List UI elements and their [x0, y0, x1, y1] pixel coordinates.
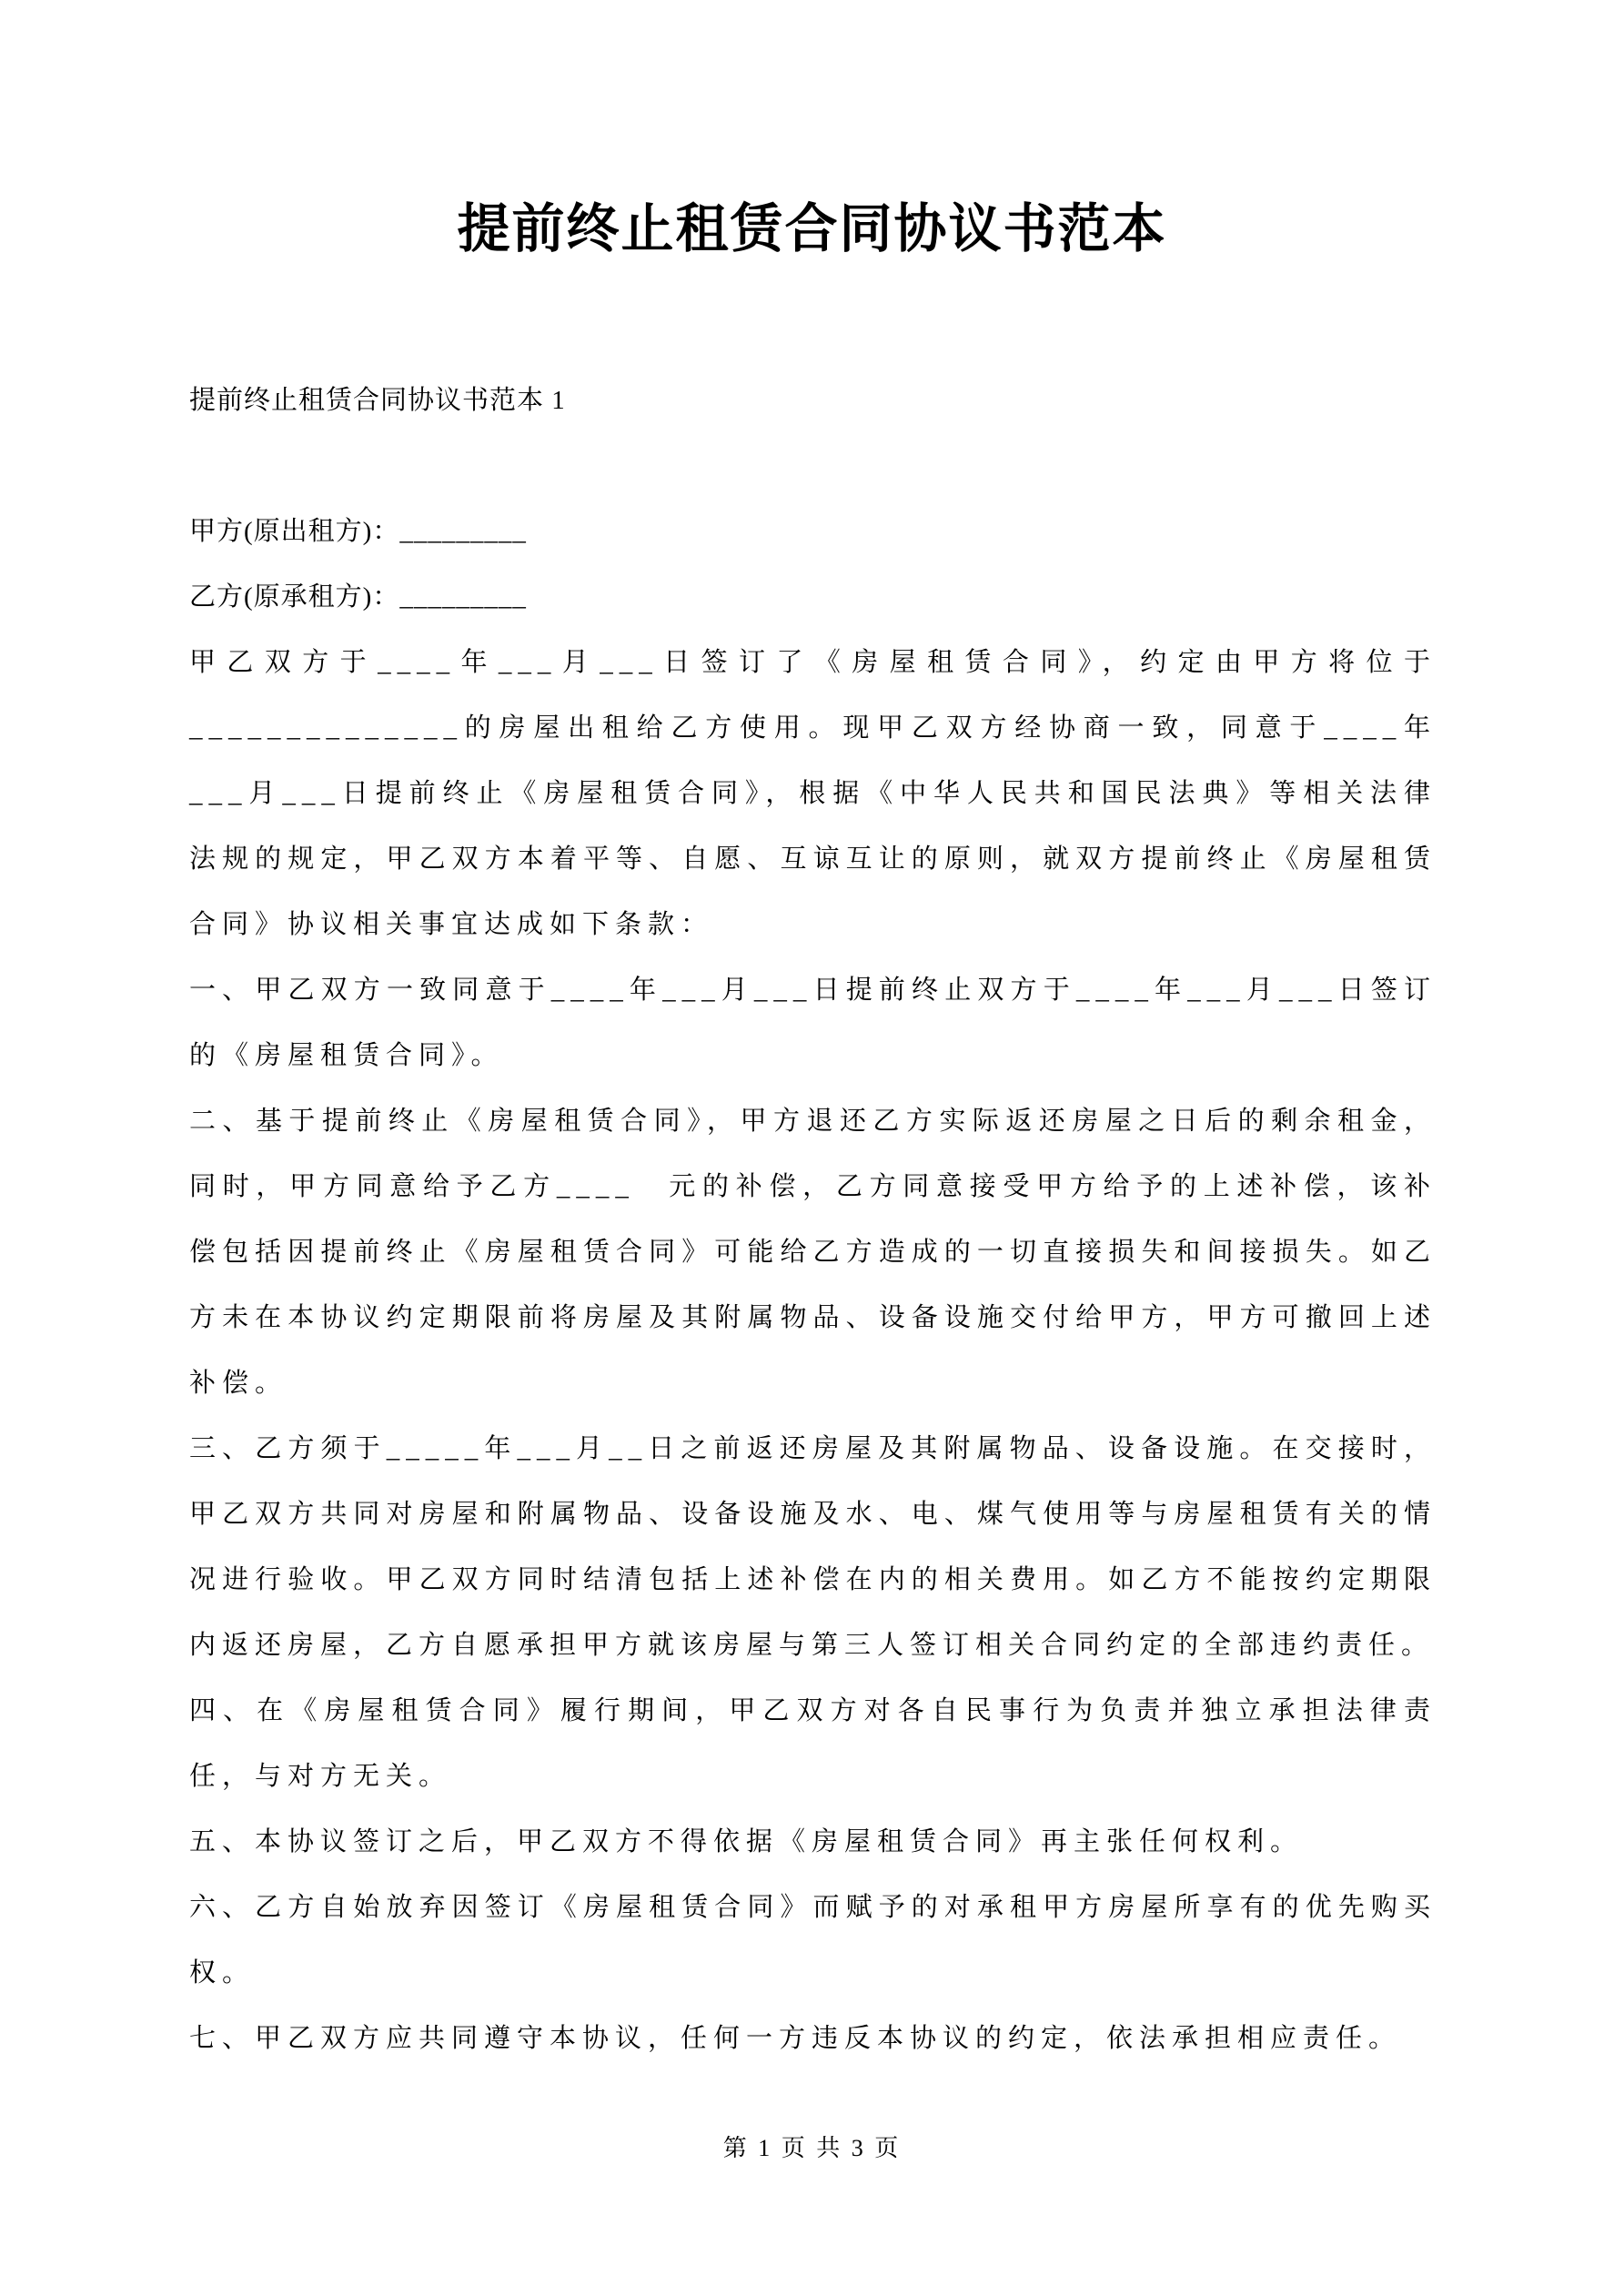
clause-3: 三、乙方须于_____年___月__日之前返还房屋及其附属物品、设备设施。在交接时，甲乙双方共同对房屋和附属物品、设备设施及水、电、煤气使用等与房屋租赁有关的情况进行验收。甲乙双方同时结清包括上述补偿在内的相关费用。如乙方不能按约定期限内返还房屋，乙方自愿承担甲方就该房屋与第三人签订相关合同约定的全部违约责任。 — [189, 1434, 1437, 1660]
intro-paragraph: 甲乙双方于____年___月___日签订了《房屋租赁合同》，约定由甲方将位于______________的房屋出租给乙方使用。现甲乙双方经协商一致，同意于____年___月___日提前终止《房屋租赁合同》，根据《中华人民共和国民法典》等相关法律法规的规定，甲乙双方本着平等、自愿、互谅互让的原则，就双方提前终止《房屋租赁合同》协议相关事宜达成如下条款： — [189, 648, 1437, 939]
document-title: 提前终止租赁合同协议书范本 — [457, 199, 1167, 258]
clause-6: 六、乙方自始放弃因签订《房屋租赁合同》而赋予的对承租甲方房屋所享有的优先购买权。 — [189, 1893, 1437, 1988]
page-number: 第 1 页 共 3 页 — [722, 2135, 902, 2161]
clause-4: 四、在《房屋租赁合同》履行期间，甲乙双方对各自民事行为负责并独立承担法律责任，与对方无关。 — [189, 1696, 1437, 1791]
clause-7: 七、甲乙双方应共同遵守本协议，任何一方违反本协议的约定，依法承担相应责任。 — [189, 2024, 1402, 2053]
document-subtitle: 提前终止租赁合同协议书范本 1 — [189, 386, 566, 415]
document-body — [189, 368, 1437, 2071]
party-b-line: 乙方(原承租方)：_________ — [189, 582, 527, 612]
clause-5: 五、本协议签订之后，甲乙双方不得依据《房屋租赁合同》再主张任何权利。 — [189, 1827, 1304, 1856]
party-a-line: 甲方(原出租方)：_________ — [189, 517, 527, 546]
clause-1: 一、甲乙双方一致同意于____年___月___日提前终止双方于____年___月___日签订的《房屋租赁合同》。 — [189, 976, 1437, 1070]
clause-2: 二、基于提前终止《房屋租赁合同》，甲方退还乙方实际返还房屋之日后的剩余租金，同时，甲方同意给予乙方____ 元的补偿，乙方同意接受甲方给予的上述补偿，该补偿包括因提前终止《房屋租赁合同》可能给乙方造成的一切直接损失和间接损失。如乙方未在本协议约定期限前将房屋及其附属物品、设备设施交付给甲方，甲方可撤回上述补偿。 — [189, 1107, 1437, 1398]
